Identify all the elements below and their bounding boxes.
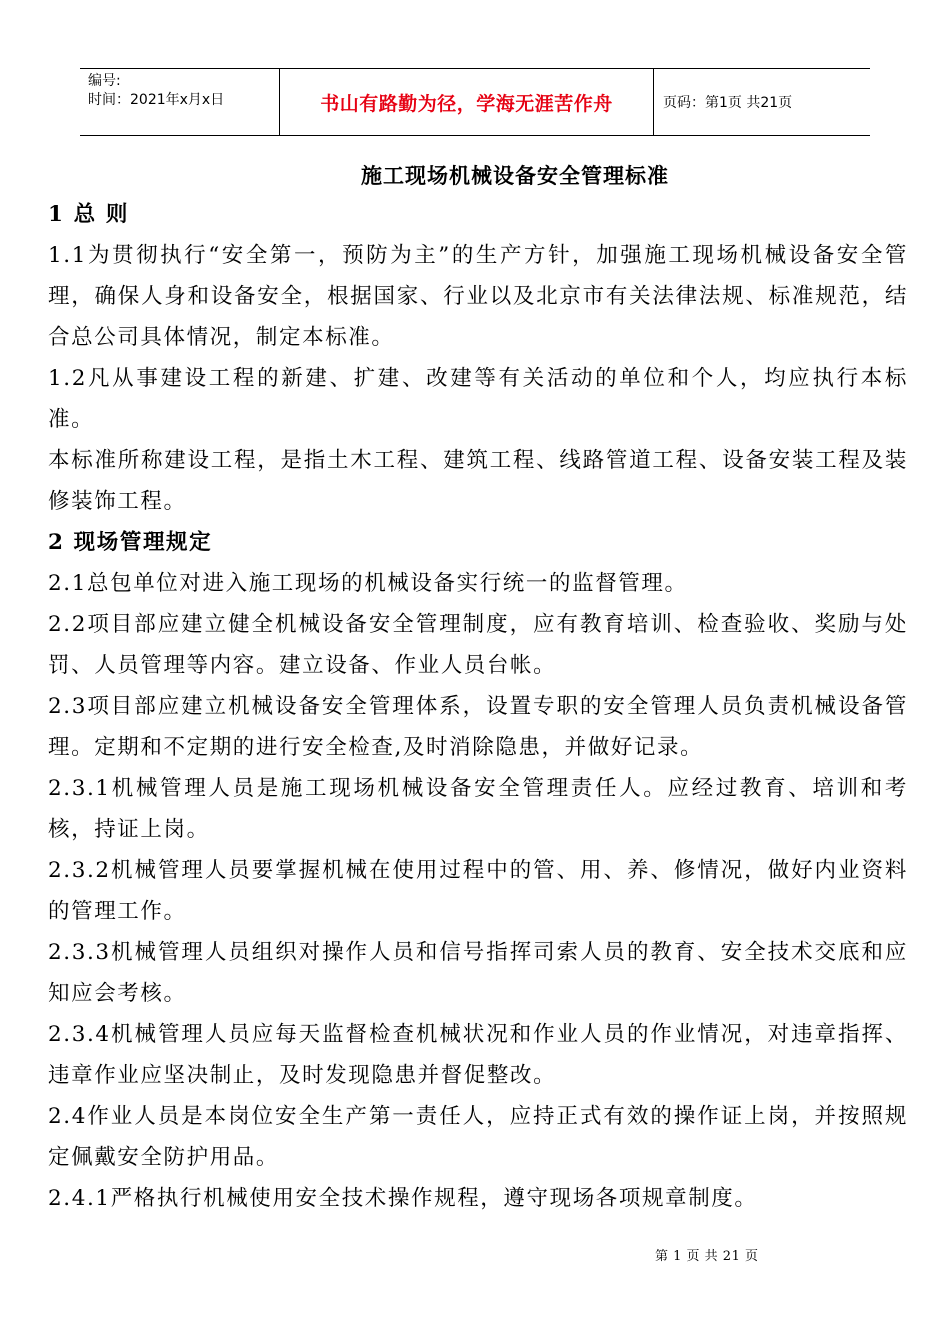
document-time: 时间：2021年x月x日 [88,92,225,108]
header-page-info: 页码：第1页 共21页 [663,95,793,111]
paragraph: 2.4作业人员是本岗位安全生产第一责任人，应持正式有效的操作证上岗，并按照规定佩戴安全防护用品。 [48,1104,908,1170]
page-header [80,68,870,136]
paragraph: 2.3.4机械管理人员应每天监督检查机械状况和作业人员的作业情况，对违章指挥、违章作业应坚决制止，及时发现隐患并督促整改。 [48,1022,908,1088]
paragraph: 2.3项目部应建立机械设备安全管理体系，设置专职的安全管理人员负责机械设备管理。定期和不定期的进行安全检查,及时消除隐患，并做好记录。 [48,694,908,760]
header-motto: 书山有路勤为径，学海无涯苦作舟 [280,69,654,135]
paragraph: 2.2项目部应建立健全机械设备安全管理制度，应有教育培训、检查验收、奖励与处罚、人员管理等内容。建立设备、作业人员台帐。 [48,612,908,678]
page-footer: 第 1 页 共 21 页 [655,1249,759,1264]
paragraph: 2.3.1机械管理人员是施工现场机械设备安全管理责任人。应经过教育、培训和考核，持证上岗。 [48,776,908,842]
section-heading: 2 现场管理规定 [48,530,213,555]
paragraph: 2.3.2机械管理人员要掌握机械在使用过程中的管、用、养、修情况，做好内业资料的管理工作。 [48,858,908,924]
document-body [48,194,908,1219]
paragraph: 2.4.1严格执行机械使用安全技术操作规程，遵守现场各项规章制度。 [48,1186,758,1211]
paragraph: 2.1总包单位对进入施工现场的机械设备实行统一的监督管理。 [48,571,688,596]
document-title: 施工现场机械设备安全管理标准 [361,163,669,188]
paragraph: 本标准所称建设工程，是指土木工程、建筑工程、线路管道工程、设备安装工程及装修装饰工程。 [48,448,908,514]
paragraph: 2.3.3机械管理人员组织对操作人员和信号指挥司索人员的教育、安全技术交底和应知应会考核。 [48,940,908,1006]
document-code: 编号: [88,73,121,89]
header-meta [80,69,280,135]
section-heading: 1 总 则 [48,202,129,227]
paragraph: 1.1为贯彻执行“安全第一，预防为主”的生产方针，加强施工现场机械设备安全管理，确保人身和设备安全，根据国家、行业以及北京市有关法律法规、标准规范，结合总公司具体情况，制定本标准。 [48,243,908,350]
paragraph: 1.2凡从事建设工程的新建、扩建、改建等有关活动的单位和个人，均应执行本标准。 [48,366,908,432]
